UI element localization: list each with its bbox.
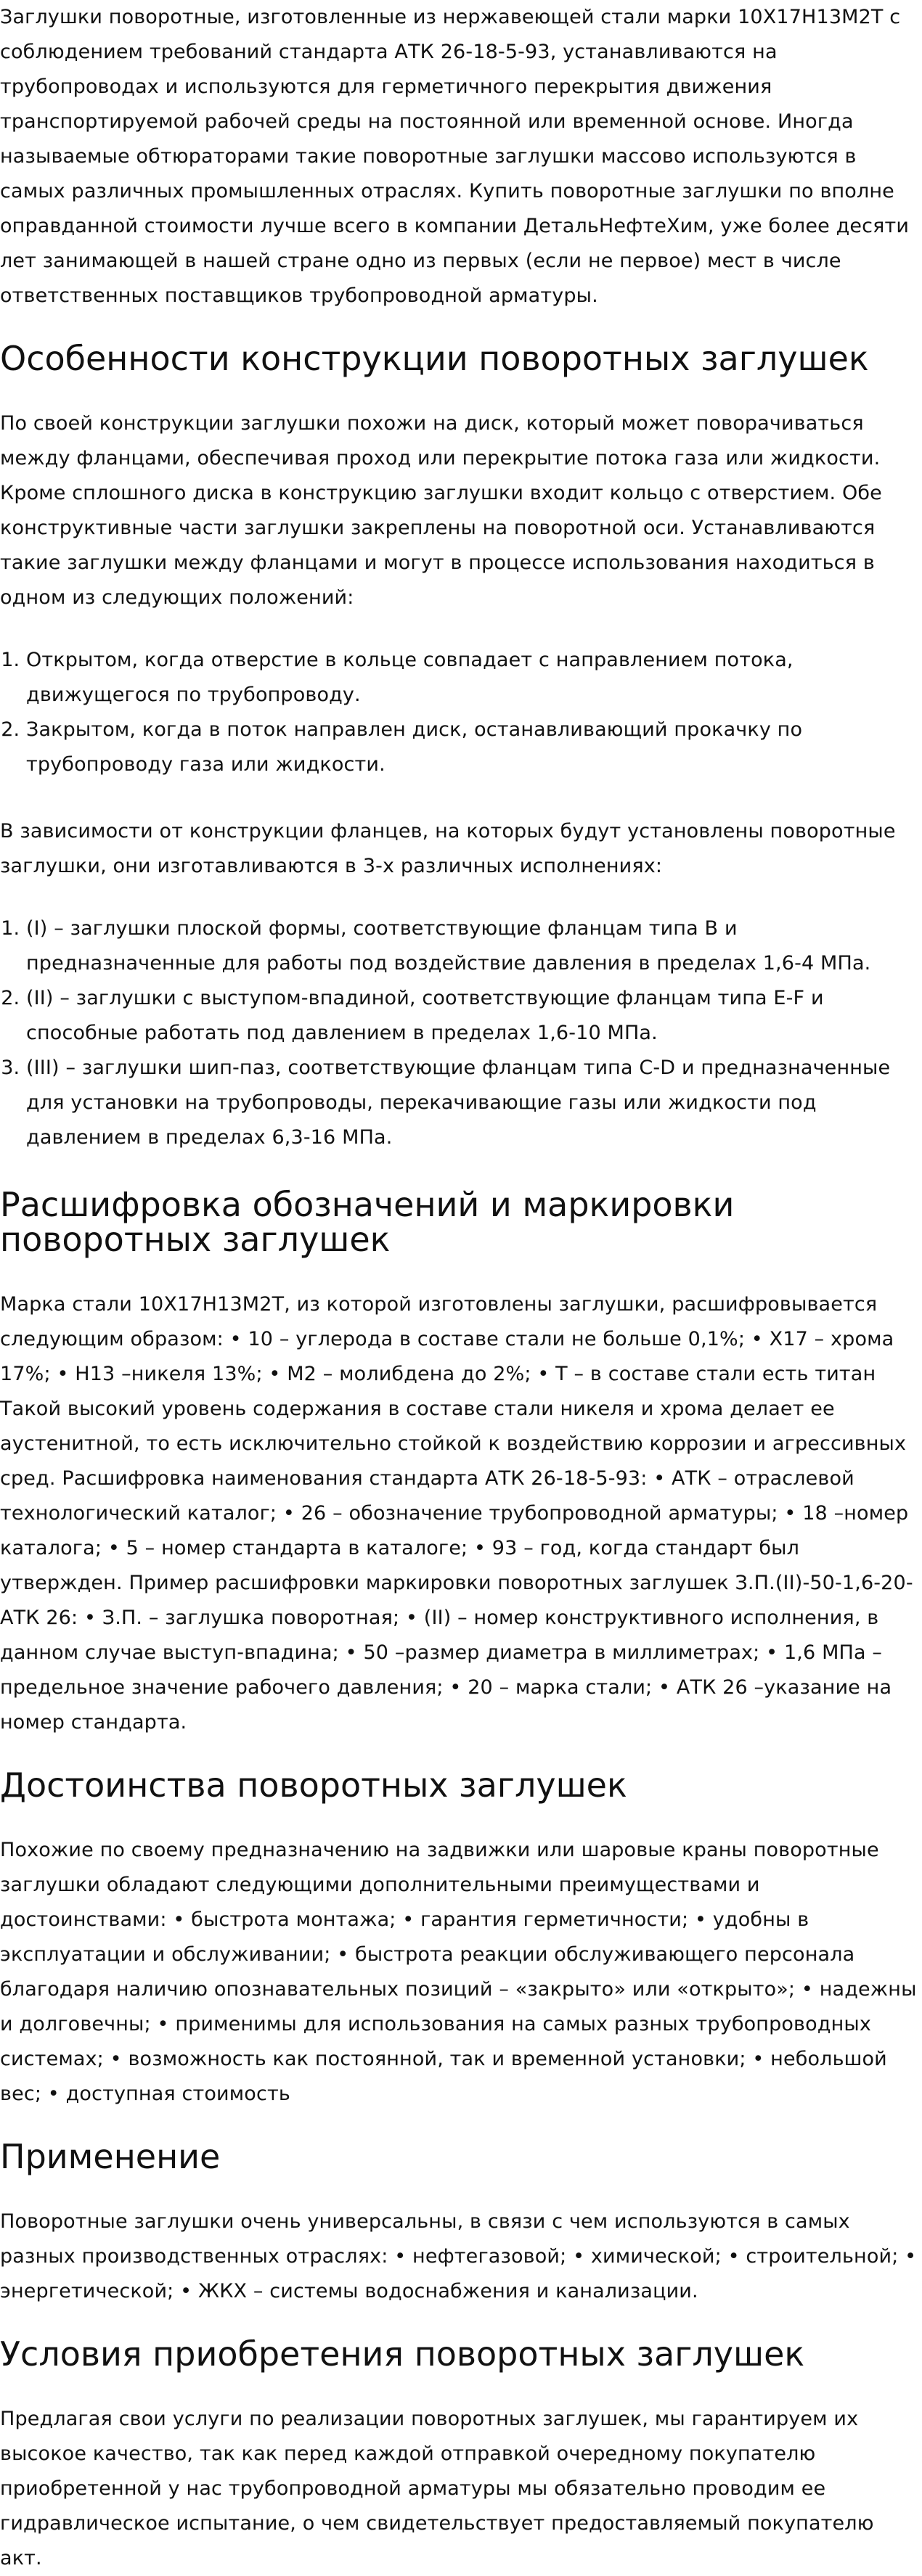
marking-paragraph: Марка стали 10Х17Н13М2Т, из которой изготовлены заглушки, расшифровывается следующим образом: • 10 – углерода в составе стали не больше 0,1%; • Х17 – хрома 17%; • Н13 –никеля 13%; • М2 – молибдена до 2%; • Т – в составе стали есть титан Такой высокий уровень содержания в составе стали никеля и хрома делает ее аустенитной, то есть исключительно стойкой к воздействию коррозии и агрессивных сред. Расшифровка наименования стандарта АТК 26-18-5-93: • АТК – отраслевой технологический каталог; • 26 – обозначение трубопроводной арматуры; • 18 –номер каталога; • 5 – номер стандарта в каталоге; • 93 – год, когда стандарт был утвержден. Пример расшифровки маркировки поворотных заглушек З.П.(II)-50-1,6-20-АТК 26: • З.П. – заглушка поворотная; • (II) – номер конструктивного исполнения, в данном случае выступ-впадина; • 50 –размер диаметра в миллиметрах; • 1,6 МПа – предельное значение рабочего давления; • 20 – марка стали; • АТК 26 –указание на номер стандарта. [0,1293,913,1734]
advantages-paragraph: Похожие по своему предназначению на задвижки или шаровые краны поворотные заглушки обладают следующими дополнительными преимуществами и достоинствами: • быстрота монтажа; • гарантия герметичности; • удобны в эксплуатации и обслуживании; • быстрота реакции обслуживающего персонала благодаря наличию опознавательных позиций – «закрыто» или «открыто»; • надежны и долговечны; • применимы для использования на самых разных трубопроводных системах; • возможность как постоянной, так и временной установки; • небольшой вес; • доступная стоимость [0,1839,917,2105]
positions-list [0,643,922,782]
application-paragraph: Поворотные заглушки очень универсальны, в связи с чем используются в самых разных производственных отраслях: • нефтегазовой; • химической; • строительной; • энергетической; • ЖКХ – системы водоснабжения и канализации. [0,2210,917,2302]
heading-design: Особенности конструкции поворотных заглушек [0,339,869,378]
versions-intro-paragraph: В зависимости от конструкции фланцев, на которых будут установлены поворотные заглушки, они изготавливаются в 3-х различных исполнениях: [0,820,896,877]
list-item: 2. (II) – заглушки с выступом-впадиной, соответствующие фланцам типа E-F и способные работать под давлением в пределах 1,6-10 МПа. [26,981,922,1051]
versions-list [0,911,922,1155]
heading-advantages: Достоинства поворотных заглушек [0,1765,627,1805]
list-item: 1. Открытом, когда отверстие в кольце совпадает с направлением потока, движущегося по трубопроводу. [26,643,922,713]
heading-application: Применение [0,2137,221,2176]
intro-paragraph: Заглушки поворотные, изготовленные из нержавеющей стали марки 10Х17Н13М2Т с соблюдением требований стандарта АТК 26-18-5-93, устанавливаются на трубопроводах и используются для герметичного перекрытия движения транспортируемой рабочей среды на постоянной или временной основе. Иногда называемые обтюраторами такие поворотные заглушки массово используются в самых различных промышленных отраслях. Купить поворотные заглушки по вполне оправданной стоимости лучше всего в компании ДетальНефтеХим, уже более десяти лет занимающей в нашей стране одно из первых (если не первое) мест в числе ответственных поставщиков трубопроводной арматуры. [0,6,910,307]
heading-marking: Расшифровка обозначений и маркировки поворотных заглушек [0,1185,735,1259]
heading-purchase: Условия приобретения поворотных заглушек [0,2334,805,2374]
list-item: 1. (I) – заглушки плоской формы, соответствующие фланцам типа B и предназначенные для работы под воздействие давления в пределах 1,6-4 МПа. [26,911,922,981]
list-item: 2. Закрытом, когда в поток направлен диск, останавливающий прокачку по трубопроводу газа или жидкости. [26,713,922,782]
list-item: 3. (III) – заглушки шип-паз, соответствующие фланцам типа C-D и предназначенные для установки на трубопроводы, перекачивающие газы или жидкости под давлением в пределах 6,3-16 МПа. [26,1051,922,1155]
design-paragraph: По своей конструкции заглушки похожи на диск, который может поворачиваться между фланцами, обеспечивая проход или перекрытие потока газа или жидкости. Кроме сплошного диска в конструкцию заглушки входит кольцо с отверстием. Обе конструктивные части заглушки закреплены на поворотной оси. Устанавливаются такие заглушки между фланцами и могут в процессе использования находиться в одном из следующих положений: [0,412,882,609]
purchase-paragraph: Предлагая свои услуги по реализации поворотных заглушек, мы гарантируем их высокое качество, так как перед каждой отправкой очередному покупателю приобретенной у нас трубопроводной арматуры мы обязательно проводим ее гидравлическое испытание, о чем свидетельствует предоставляемый покупателю акт. [0,2408,874,2569]
